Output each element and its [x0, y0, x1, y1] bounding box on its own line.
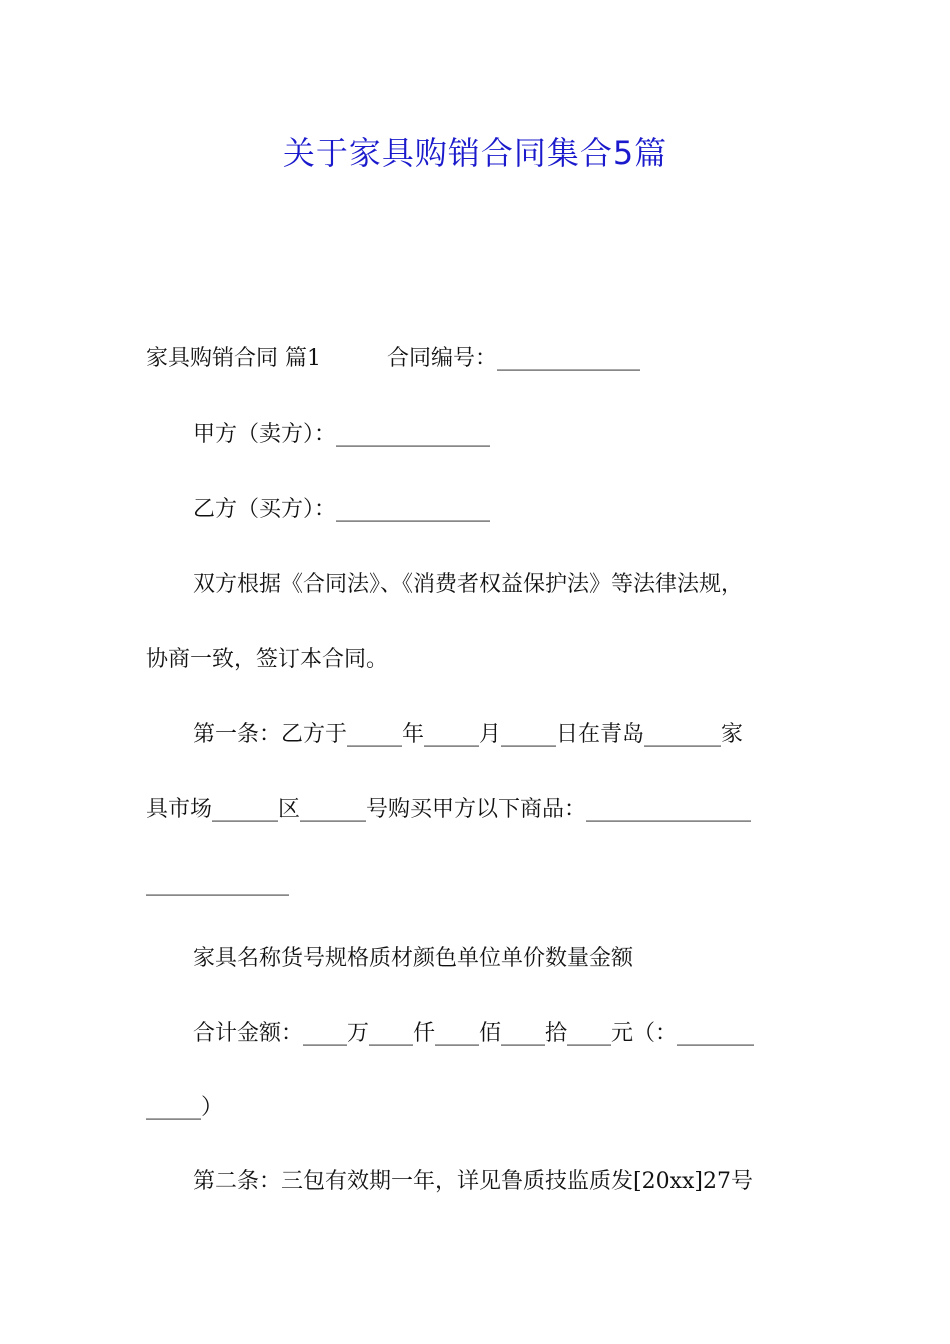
- article-two-line-1: 第二条：三包有效期一年，详见鲁质技监质发[20xx]27号: [193, 1169, 753, 1194]
- contract-heading-line: 家具购销合同 篇1 合同编号：_____________: [146, 346, 640, 371]
- document-title: 关于家具购销合同集合5篇: [282, 134, 668, 172]
- preamble-line-1: 双方根据《合同法》、《消费者权益保护法》等法律法规，: [193, 572, 744, 597]
- preamble-line-2: 协商一致，签订本合同。: [146, 647, 389, 672]
- goods-table-header: 家具名称货号规格质材颜色单位单价数量金额: [193, 946, 634, 971]
- party-a-line: 甲方（卖方）：______________: [193, 422, 491, 447]
- total-amount-line-1: 合计金额：____万____仟____佰____拾____元（：_______: [193, 1021, 755, 1046]
- party-b-line: 乙方（买方）：______________: [193, 497, 491, 522]
- total-amount-line-2: _____）: [146, 1095, 224, 1120]
- article-one-line-1: 第一条：乙方于_____年_____月_____日在青岛_______家: [193, 722, 744, 747]
- article-one-line-3: _____________: [146, 871, 289, 896]
- article-one-line-2: 具市场______区______号购买甲方以下商品：_______________: [146, 797, 752, 822]
